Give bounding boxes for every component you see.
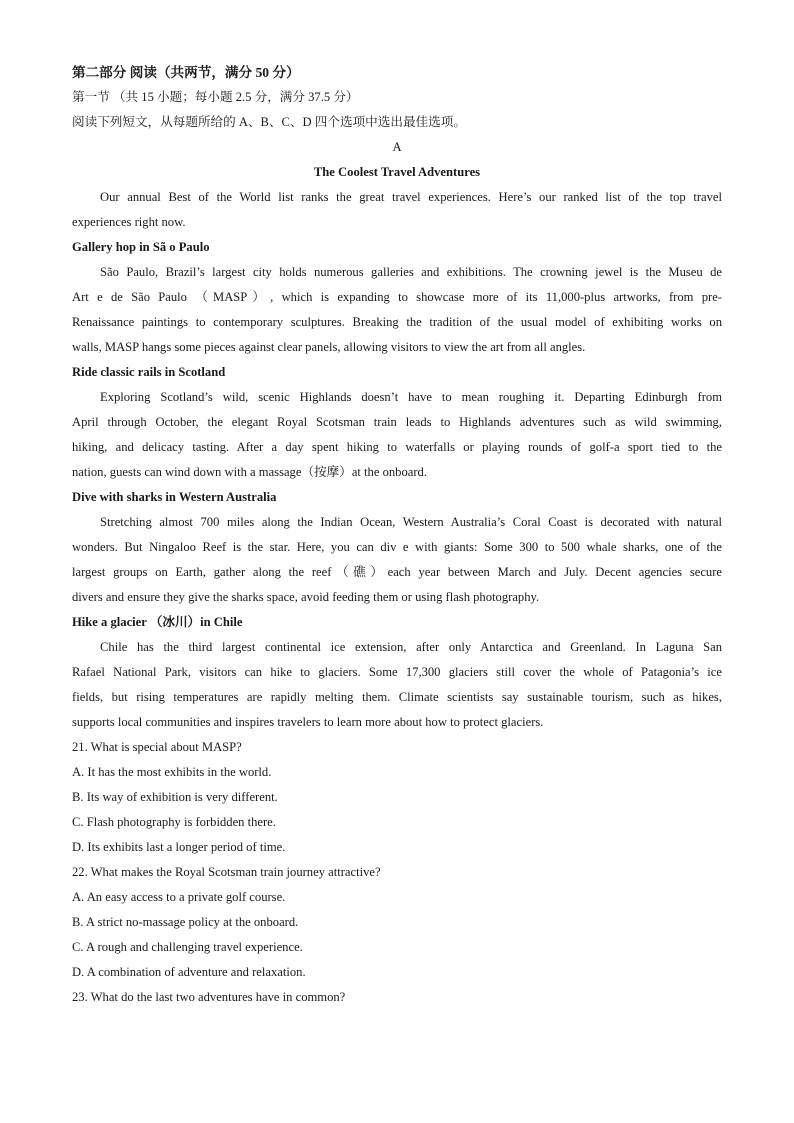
section-title: 第一节 （共 15 小题；每小题 2.5 分，满分 37.5 分）	[72, 90, 359, 104]
body-line: Stretching almost 700 miles along the Indian Ocean, Western Australia’s Coral Coast is decorated with natural	[100, 515, 722, 529]
body-line: Renaissance paintings to contemporary sculptures. Breaking the tradition of the usual model of exhibiting works on	[72, 315, 722, 329]
question-23	[72, 985, 722, 1010]
section-ride-rails	[72, 360, 722, 485]
section-heading: Hike a glacier （冰川）in Chile	[72, 615, 243, 629]
option-a: A. An easy access to a private golf course.	[72, 890, 286, 904]
body-line: Chile has the third largest continental ice extension, after only Antarctica and Greenland. In Laguna San	[100, 640, 722, 654]
section-hike-glacier	[72, 610, 722, 735]
exam-page	[72, 60, 722, 1010]
intro-line: experiences right now.	[72, 215, 186, 229]
body-line: April through October, the elegant Royal Scotsman train leads to Highlands adventures such as wild swimming,	[72, 415, 722, 429]
section-gallery-hop	[72, 235, 722, 360]
body-line: Exploring Scotland’s wild, scenic Highlands doesn’t have to mean roughing it. Departing Edinburgh from	[100, 390, 722, 404]
passage-title: The Coolest Travel Adventures	[313, 165, 481, 179]
part-title: 第二部分 阅读（共两节，满分 50 分）	[72, 65, 300, 80]
body-line: wonders. But Ningaloo Reef is the star. Here, you can div e with giants: Some 300 to 500 whale sharks, one of the	[72, 540, 722, 554]
option-b: B. Its way of exhibition is very different.	[72, 790, 278, 804]
option-c: C. A rough and challenging travel experience.	[72, 940, 303, 954]
section-dive-sharks	[72, 485, 722, 610]
body-line: hiking, and delicacy tasting. After a day spent hiking to waterfalls or playing rounds of golf-a sport tied to the	[72, 440, 722, 454]
body-line: divers and ensure they give the sharks space, avoid feeding them or using flash photography.	[72, 590, 540, 604]
passage-letter: A	[392, 140, 402, 154]
body-line: São Paulo, Brazil’s largest city holds numerous galleries and exhibitions. The crowning jewel is the Museu de	[100, 265, 722, 279]
body-line: supports local communities and inspires travelers to learn more about how to protect glaciers.	[72, 715, 544, 729]
intro-line: Our annual Best of the World list ranks the great travel experiences. Here’s our ranked list of the top travel	[100, 190, 722, 204]
question-stem: 21. What is special about MASP?	[72, 740, 242, 754]
section-heading: Gallery hop in Sã o Paulo	[72, 240, 210, 254]
body-line: Rafael National Park, visitors can hike to glaciers. Some 17,300 glaciers still cover the whole of Patagonia’s ice	[72, 665, 722, 679]
question-stem: 22. What makes the Royal Scotsman train journey attractive?	[72, 865, 381, 879]
option-d: D. A combination of adventure and relaxation.	[72, 965, 306, 979]
section-heading: Ride classic rails in Scotland	[72, 365, 226, 379]
body-line: largest groups on Earth, gather along the reef（礁）each year between March and July. Decent agencies secure	[72, 565, 722, 579]
question-22	[72, 860, 722, 985]
body-line: fields, but rising temperatures are rapidly melting them. Climate scientists say sustainable tourism, such as hikes,	[72, 690, 722, 704]
section-heading: Dive with sharks in Western Australia	[72, 490, 277, 504]
option-d: D. Its exhibits last a longer period of time.	[72, 840, 286, 854]
body-line: Art e de São Paulo （MASP）, which is expanding to showcase more of its 11,000-plus artworks, from pre-	[72, 290, 722, 304]
option-c: C. Flash photography is forbidden there.	[72, 815, 276, 829]
instruction: 阅读下列短文，从每题所给的 A、B、C、D 四个选项中选出最佳选项。	[72, 115, 466, 129]
passage-intro	[72, 185, 722, 235]
question-21	[72, 735, 722, 860]
body-line: nation, guests can wind down with a massage（按摩）at the onboard.	[72, 465, 428, 479]
option-b: B. A strict no-massage policy at the onboard.	[72, 915, 299, 929]
option-a: A. It has the most exhibits in the world.	[72, 765, 272, 779]
body-line: walls, MASP hangs some pieces against clear panels, allowing visitors to view the art from all angles.	[72, 340, 586, 354]
question-stem: 23. What do the last two adventures have in common?	[72, 990, 346, 1004]
